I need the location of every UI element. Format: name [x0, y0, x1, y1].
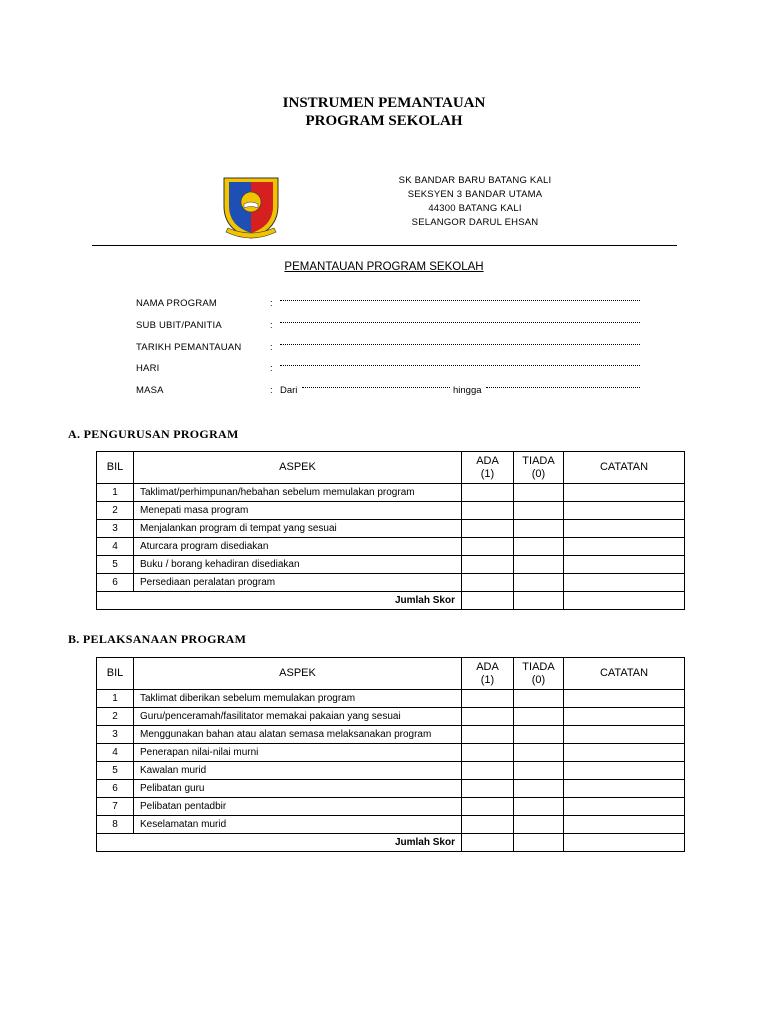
table-row	[97, 798, 685, 816]
colon: :	[270, 320, 273, 331]
tiada-cell[interactable]	[514, 708, 564, 726]
aspek-cell: Pelibatan pentadbir	[134, 798, 462, 816]
aspek-cell: Penerapan nilai-nilai murni	[134, 744, 462, 762]
bil-cell: 3	[97, 726, 134, 744]
tiada-cell[interactable]	[514, 574, 564, 592]
bil-cell: 6	[97, 780, 134, 798]
jumlah-skor-label: Jumlah Skor	[97, 834, 462, 852]
aspek-cell: Buku / borang kehadiran disediakan	[134, 556, 462, 574]
tiada-cell[interactable]	[514, 726, 564, 744]
section-a-heading: A. PENGURUSAN PROGRAM	[68, 427, 239, 441]
table-row	[97, 762, 685, 780]
header-ada: ADA (1)	[462, 452, 514, 484]
label-nama-program: NAMA PROGRAM	[136, 298, 218, 309]
ada-cell[interactable]	[462, 520, 514, 538]
ada-cell[interactable]	[462, 556, 514, 574]
catatan-cell[interactable]	[564, 798, 685, 816]
bil-cell: 2	[97, 708, 134, 726]
aspek-cell: Menjalankan program di tempat yang sesuai	[134, 520, 462, 538]
bil-cell: 1	[97, 690, 134, 708]
catatan-cell[interactable]	[564, 744, 685, 762]
header-ada: ADA (1)	[462, 658, 514, 690]
section-b-heading: B. PELAKSANAAN PROGRAM	[68, 632, 247, 646]
tiada-cell[interactable]	[514, 744, 564, 762]
tiada-cell[interactable]	[514, 762, 564, 780]
bil-cell: 4	[97, 744, 134, 762]
header-catatan: CATATAN	[564, 658, 685, 690]
section-a-table	[96, 451, 685, 610]
colon: :	[270, 385, 273, 396]
aspek-cell: Menggunakan bahan atau alatan semasa melaksanakan program	[134, 726, 462, 744]
table-row	[97, 744, 685, 762]
table-row	[97, 690, 685, 708]
tiada-cell[interactable]	[514, 520, 564, 538]
input-masa-hingga[interactable]	[486, 387, 640, 388]
doc-title-line1: INSTRUMEN PEMANTAUAN	[282, 95, 486, 111]
bil-cell: 3	[97, 520, 134, 538]
ada-cell[interactable]	[462, 574, 514, 592]
tiada-cell[interactable]	[514, 538, 564, 556]
jumlah-skor-label: Jumlah Skor	[97, 592, 462, 610]
colon: :	[270, 298, 273, 309]
tiada-cell[interactable]	[514, 484, 564, 502]
ada-cell[interactable]	[462, 816, 514, 834]
table-row	[97, 708, 685, 726]
table-row	[97, 502, 685, 520]
ada-cell[interactable]	[462, 690, 514, 708]
catatan-cell[interactable]	[564, 538, 685, 556]
tiada-cell[interactable]	[514, 798, 564, 816]
header-aspek: ASPEK	[134, 658, 462, 690]
colon: :	[270, 342, 273, 353]
header-catatan: CATATAN	[564, 452, 685, 484]
input-tarikh[interactable]	[280, 344, 640, 345]
bil-cell: 1	[97, 484, 134, 502]
catatan-cell[interactable]	[564, 520, 685, 538]
input-nama-program[interactable]	[280, 300, 640, 301]
colon: :	[270, 363, 273, 374]
ada-cell[interactable]	[462, 538, 514, 556]
ada-cell[interactable]	[462, 708, 514, 726]
catatan-cell[interactable]	[564, 502, 685, 520]
jumlah-tiada-cell[interactable]	[514, 834, 564, 852]
catatan-cell[interactable]	[564, 708, 685, 726]
bil-cell: 8	[97, 816, 134, 834]
jumlah-ada-cell[interactable]	[462, 592, 514, 610]
ada-cell[interactable]	[462, 502, 514, 520]
jumlah-catatan-cell[interactable]	[564, 834, 685, 852]
ada-cell[interactable]	[462, 762, 514, 780]
label-dari: Dari	[280, 385, 298, 396]
ada-cell[interactable]	[462, 744, 514, 762]
table-row	[97, 574, 685, 592]
input-hari[interactable]	[280, 365, 640, 366]
header-bil: BIL	[97, 658, 134, 690]
catatan-cell[interactable]	[564, 574, 685, 592]
aspek-cell: Persediaan peralatan program	[134, 574, 462, 592]
bil-cell: 4	[97, 538, 134, 556]
label-masa: MASA	[136, 385, 164, 396]
tiada-cell[interactable]	[514, 780, 564, 798]
aspek-cell: Guru/penceramah/fasilitator memakai pakaian yang sesuai	[134, 708, 462, 726]
bil-cell: 5	[97, 556, 134, 574]
catatan-cell[interactable]	[564, 556, 685, 574]
table-row	[97, 780, 685, 798]
address-line-4: SELANGOR DARUL EHSAN	[411, 217, 539, 228]
table-row	[97, 726, 685, 744]
jumlah-tiada-cell[interactable]	[514, 592, 564, 610]
label-tarikh: TARIKH PEMANTAUAN	[136, 342, 242, 353]
aspek-cell: Aturcara program disediakan	[134, 538, 462, 556]
ada-cell[interactable]	[462, 780, 514, 798]
aspek-cell: Menepati masa program	[134, 502, 462, 520]
address-line-1: SK BANDAR BARU BATANG KALI	[398, 175, 552, 186]
header-tiada: TIADA (0)	[514, 452, 564, 484]
bil-cell: 2	[97, 502, 134, 520]
catatan-cell[interactable]	[564, 726, 685, 744]
label-hari: HARI	[136, 363, 160, 374]
catatan-cell[interactable]	[564, 816, 685, 834]
jumlah-ada-cell[interactable]	[462, 834, 514, 852]
ada-cell[interactable]	[462, 798, 514, 816]
aspek-cell: Kawalan murid	[134, 762, 462, 780]
input-masa-dari[interactable]	[302, 387, 450, 388]
tiada-cell[interactable]	[514, 690, 564, 708]
catatan-cell[interactable]	[564, 690, 685, 708]
tiada-cell[interactable]	[514, 502, 564, 520]
input-sub-unit[interactable]	[280, 322, 640, 323]
catatan-cell[interactable]	[564, 762, 685, 780]
table-row	[97, 520, 685, 538]
tiada-cell[interactable]	[514, 816, 564, 834]
catatan-cell[interactable]	[564, 780, 685, 798]
ada-cell[interactable]	[462, 726, 514, 744]
school-crest-logo	[220, 172, 282, 242]
header-tiada: TIADA (0)	[514, 658, 564, 690]
header-bil: BIL	[97, 452, 134, 484]
table-row	[97, 538, 685, 556]
label-hingga: hingga	[453, 385, 482, 396]
table-row	[97, 556, 685, 574]
aspek-cell: Taklimat diberikan sebelum memulakan program	[134, 690, 462, 708]
label-sub-unit: SUB UBIT/PANITIA	[136, 320, 222, 331]
form-subtitle: PEMANTAUAN PROGRAM SEKOLAH	[284, 261, 484, 273]
jumlah-catatan-cell[interactable]	[564, 592, 685, 610]
bil-cell: 7	[97, 798, 134, 816]
ada-cell[interactable]	[462, 484, 514, 502]
tiada-cell[interactable]	[514, 556, 564, 574]
aspek-cell: Taklimat/perhimpunan/hebahan sebelum memulakan program	[134, 484, 462, 502]
header-aspek: ASPEK	[134, 452, 462, 484]
bil-cell: 6	[97, 574, 134, 592]
address-line-3: 44300 BATANG KALI	[428, 203, 522, 214]
aspek-cell: Keselamatan murid	[134, 816, 462, 834]
table-row	[97, 484, 685, 502]
bil-cell: 5	[97, 762, 134, 780]
section-b-table	[96, 657, 685, 852]
doc-title-line2: PROGRAM SEKOLAH	[305, 113, 463, 129]
address-line-2: SEKSYEN 3 BANDAR UTAMA	[407, 189, 543, 200]
aspek-cell: Pelibatan guru	[134, 780, 462, 798]
header-divider	[92, 245, 677, 246]
catatan-cell[interactable]	[564, 484, 685, 502]
table-row	[97, 816, 685, 834]
